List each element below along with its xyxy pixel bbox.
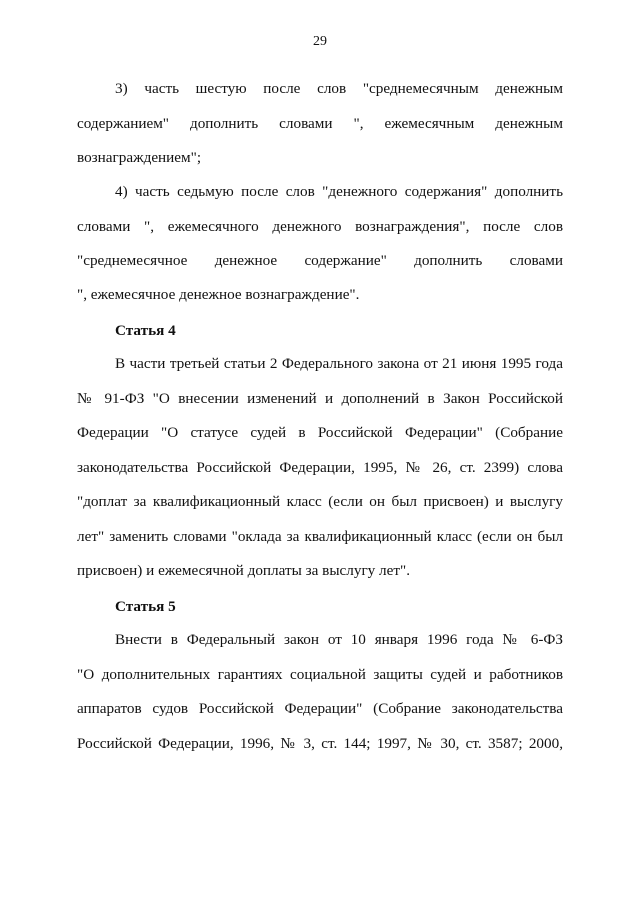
text-line: "среднемесячное денежное содержание" дополнить словами [77, 252, 563, 269]
text-line: В части третьей статьи 2 Федерального закона от 21 июня 1995 года [115, 355, 563, 372]
text-line: аппаратов судов Российской Федерации" (Собрание законодательства [77, 700, 563, 717]
text-line: содержанием" дополнить словами ", ежемесячным денежным [77, 115, 563, 132]
text-line: Российской Федерации, 1996, № 3, ст. 144; 1997, № 30, ст. 3587; 2000, [77, 735, 563, 752]
text-line: 3) часть шестую после слов "среднемесячным денежным [115, 80, 563, 97]
text-line: 4) часть седьмую после слов "денежного содержания" дополнить [115, 183, 563, 200]
page-number: 29 [313, 34, 327, 49]
text-line: "доплат за квалификационный класс (если он был присвоен) и выслугу [77, 493, 563, 510]
article-heading: Статья 5 [115, 598, 176, 615]
text-line: словами ", ежемесячного денежного вознаграждения", после слов [77, 218, 563, 235]
text-line: вознаграждением"; [77, 149, 202, 166]
text-line: присвоен) и ежемесячной доплаты за выслугу лет". [77, 562, 411, 579]
text-line: "О дополнительных гарантиях социальной защиты судей и работников [77, 666, 563, 683]
text-line: лет" заменить словами "оклада за квалификационный класс (если он был [77, 528, 563, 545]
text-line: № 91-ФЗ "О внесении изменений и дополнений в Закон Российской [77, 390, 563, 407]
text-line: законодательства Российской Федерации, 1995, № 26, ст. 2399) слова [77, 459, 563, 476]
article-heading: Статья 4 [115, 322, 176, 339]
text-line: ", ежемесячное денежное вознаграждение". [77, 286, 360, 303]
text-line: Внести в Федеральный закон от 10 января 1996 года № 6-ФЗ [115, 631, 563, 648]
text-line: Федерации "О статусе судей в Российской Федерации" (Собрание [77, 424, 563, 441]
